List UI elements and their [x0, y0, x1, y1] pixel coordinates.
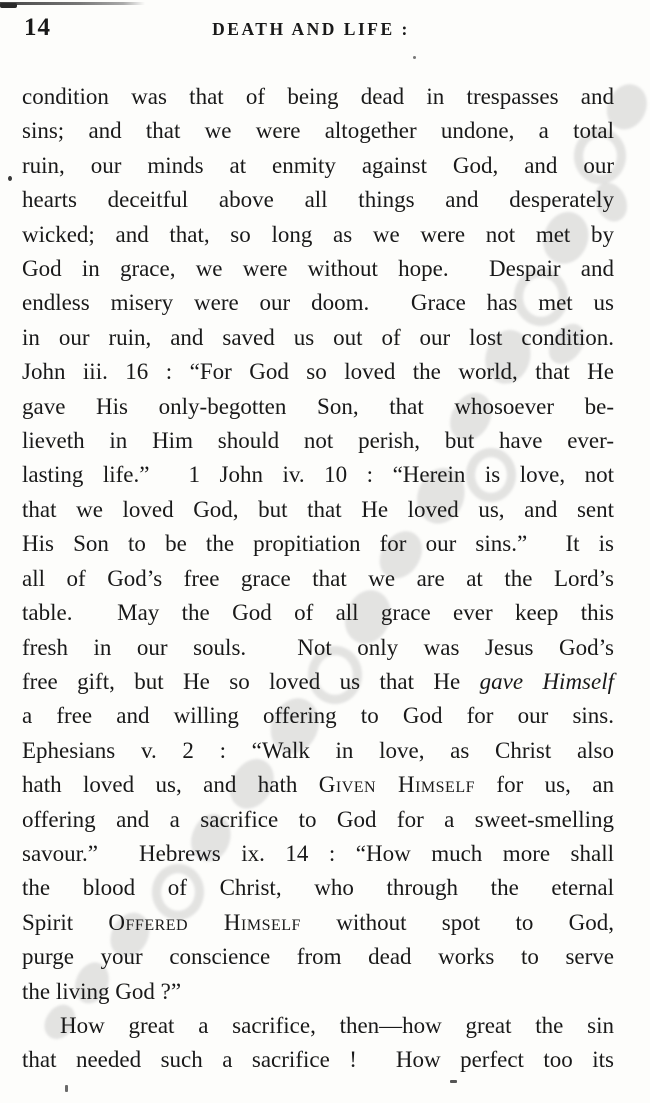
text-segment: all of God’s free grace that we are at the Lord’s — [22, 565, 614, 591]
text-line — [22, 286, 614, 320]
scan-speck — [450, 1080, 457, 1083]
text-line — [22, 837, 614, 871]
text-line — [22, 80, 614, 114]
text-segment: ruin, our minds at enmity against God, and our — [22, 152, 614, 178]
text-segment: table. May the God of all grace ever keep this — [22, 600, 614, 626]
text-line — [22, 906, 614, 940]
text-segment: for us, an — [475, 772, 614, 798]
text-line — [22, 940, 614, 974]
text-segment: wicked; and that, so long as we were not met by — [22, 221, 614, 247]
text-line — [22, 114, 614, 148]
text-segment: sins; and that we were altogether undone, a total — [22, 118, 614, 144]
body-text — [22, 80, 614, 1078]
text-segment: condition was that of being dead in trespasses and — [22, 84, 614, 109]
text-line — [22, 803, 614, 837]
text-line — [22, 252, 614, 286]
text-segment: offering and a sacrifice to God for a sweet-smelling — [22, 806, 614, 832]
page-header — [0, 0, 650, 60]
text-segment: How great a sacrifice, then—how great the sin — [60, 1012, 614, 1038]
text-segment: without spot to God, — [300, 909, 614, 935]
text-segment: His Son to be the propitiation for our sins.” It is — [22, 531, 614, 557]
text-line — [22, 734, 614, 768]
text-segment: hath loved us, and hath — [22, 772, 319, 798]
page-number: 14 — [24, 14, 51, 41]
text-segment: Ephesians v. 2 : “Walk in love, as Christ also — [22, 737, 614, 763]
text-line — [22, 218, 614, 252]
text-line — [22, 1009, 614, 1043]
text-segment: purge your conscience from dead works to serve — [22, 944, 614, 970]
text-segment-smallcaps: Offered Himself — [108, 909, 301, 935]
text-line — [22, 493, 614, 527]
text-line — [22, 321, 614, 355]
text-segment: the blood of Christ, who through the eternal — [22, 875, 614, 901]
text-segment: Spirit — [22, 909, 109, 935]
text-segment-italic: gave Himself — [479, 668, 614, 694]
scan-speck — [65, 1085, 68, 1092]
text-line — [22, 871, 614, 905]
text-segment: the living God ?” — [22, 978, 182, 1004]
text-line — [22, 183, 614, 217]
text-segment: hearts deceitful above all things and desperately — [22, 187, 614, 213]
text-segment: in our ruin, and saved us out of our lost condition. — [22, 324, 614, 350]
text-line — [22, 665, 614, 699]
text-segment: that we loved God, but that He loved us, and sent — [22, 496, 614, 522]
text-line — [22, 631, 614, 665]
text-segment: endless misery were our doom. Grace has met us — [22, 290, 614, 316]
running-title: DEATH AND LIFE : — [212, 19, 410, 39]
text-line — [22, 975, 614, 1009]
text-line — [22, 458, 614, 492]
text-segment-smallcaps: Given Himself — [318, 772, 476, 798]
text-line — [22, 768, 614, 802]
text-segment: that needed such a sacrifice ! How perfect too its — [22, 1047, 614, 1073]
text-line — [22, 424, 614, 458]
text-segment: lieveth in Him should not perish, but have ever- — [22, 428, 614, 454]
text-line — [22, 390, 614, 424]
text-segment: lasting life.” 1 John iv. 10 : “Herein is love, not — [22, 462, 614, 488]
text-segment: John iii. 16 : “For God so loved the world, that He — [22, 359, 614, 385]
text-line — [22, 1043, 614, 1077]
text-line — [22, 149, 614, 183]
text-segment: God in grace, we were without hope. Despair and — [22, 256, 614, 282]
text-line — [22, 596, 614, 630]
text-segment: a free and willing offering to God for our sins. — [22, 703, 614, 729]
text-line — [22, 562, 614, 596]
text-line — [22, 699, 614, 733]
text-line — [22, 355, 614, 389]
text-segment: fresh in our souls. Not only was Jesus God’s — [22, 634, 614, 660]
text-segment: gave His only-begotten Son, that whosoever be- — [22, 393, 614, 419]
scan-speck — [8, 176, 12, 181]
text-segment: free gift, but He so loved us that He — [22, 668, 480, 694]
text-line — [22, 527, 614, 561]
text-segment: savour.” Hebrews ix. 14 : “How much more shall — [22, 840, 614, 866]
